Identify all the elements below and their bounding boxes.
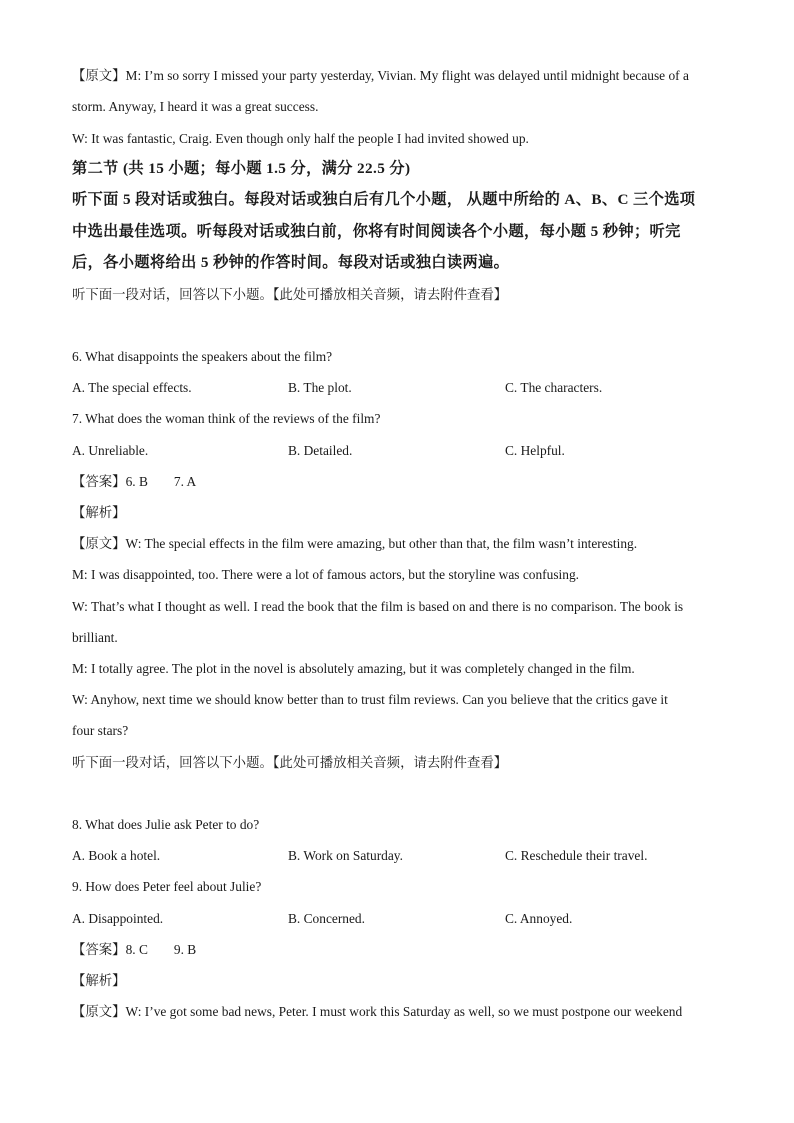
q6-option-c: C. The characters.: [505, 380, 603, 395]
transcript-line: 【原文】M: I’m so sorry I missed your party yesterday, Vivian. My flight was delayed until midnight because of a: [72, 68, 689, 83]
listen-prompt: 听下面一段对话，回答以下小题。【此处可播放相关音频，请去附件查看】: [72, 755, 508, 770]
question-7: 7. What does the woman think of the reviews of the film?: [72, 411, 381, 426]
q8-option-b: B. Work on Saturday.: [288, 848, 403, 863]
answer-value: 6. B: [125, 474, 148, 489]
transcript-line: M: I was disappointed, too. There were a lot of famous actors, but the storyline was confusing.: [72, 567, 579, 582]
answer-label: 【答案】: [72, 474, 126, 489]
answer-line: [72, 941, 196, 959]
section-instructions: 中选出最佳选项。听每段对话或独白前，你将有时间阅读各个小题，每小题 5 秒钟；听完: [72, 223, 681, 240]
transcript-line: W: Anyhow, next time we should know better than to trust film reviews. Can you believe that the critics gave it: [72, 692, 668, 707]
q6-option-a: A. The special effects.: [72, 380, 192, 395]
q7-option-a: A. Unreliable.: [72, 443, 149, 458]
transcript-line: W: It was fantastic, Craig. Even though only half the people I had invited showed up.: [72, 131, 529, 146]
answer-value: 8. C: [125, 942, 148, 957]
q6-option-b: B. The plot.: [288, 380, 352, 395]
q8-option-c: C. Reschedule their travel.: [505, 848, 648, 863]
analysis-label: 【解析】: [72, 973, 126, 988]
answer-value: 9. B: [173, 942, 197, 957]
transcript-line: 【原文】W: I’ve got some bad news, Peter. I must work this Saturday as well, so we must postpone our weekend: [72, 1004, 683, 1019]
analysis-label: 【解析】: [72, 505, 126, 520]
section-instructions: 听下面 5 段对话或独白。每段对话或独白后有几个小题， 从题中所给的 A、B、C 三个选项: [72, 191, 696, 208]
transcript-line: four stars?: [72, 723, 129, 738]
q9-option-a: A. Disappointed.: [72, 911, 164, 926]
q9-option-b: B. Concerned.: [288, 911, 365, 926]
q9-option-c: C. Annoyed.: [505, 911, 573, 926]
answer-value: 7. A: [173, 474, 197, 489]
transcript-line: brilliant.: [72, 630, 118, 645]
transcript-line: M: I totally agree. The plot in the novel is absolutely amazing, but it was completely changed in the film.: [72, 661, 635, 676]
section-heading: 第二节 (共 15 小题；每小题 1.5 分，满分 22.5 分): [72, 160, 411, 177]
question-9: 9. How does Peter feel about Julie?: [72, 879, 262, 894]
q7-option-b: B. Detailed.: [288, 443, 353, 458]
answer-line: [72, 473, 196, 491]
q8-option-a: A. Book a hotel.: [72, 848, 161, 863]
question-6: 6. What disappoints the speakers about the film?: [72, 349, 333, 364]
answer-label: 【答案】: [72, 942, 126, 957]
question-8: 8. What does Julie ask Peter to do?: [72, 817, 260, 832]
transcript-line: 【原文】W: The special effects in the film were amazing, but other than that, the film wasn’t interesting.: [72, 536, 638, 551]
q7-option-c: C. Helpful.: [505, 443, 565, 458]
transcript-line: W: That’s what I thought as well. I read the book that the film is based on and there is no comparison. The book is: [72, 599, 684, 614]
section-instructions: 后，各小题将给出 5 秒钟的作答时间。每段对话或独白读两遍。: [72, 254, 510, 271]
listen-prompt: 听下面一段对话，回答以下小题。【此处可播放相关音频，请去附件查看】: [72, 287, 508, 302]
transcript-line: storm. Anyway, I heard it was a great success.: [72, 99, 319, 114]
